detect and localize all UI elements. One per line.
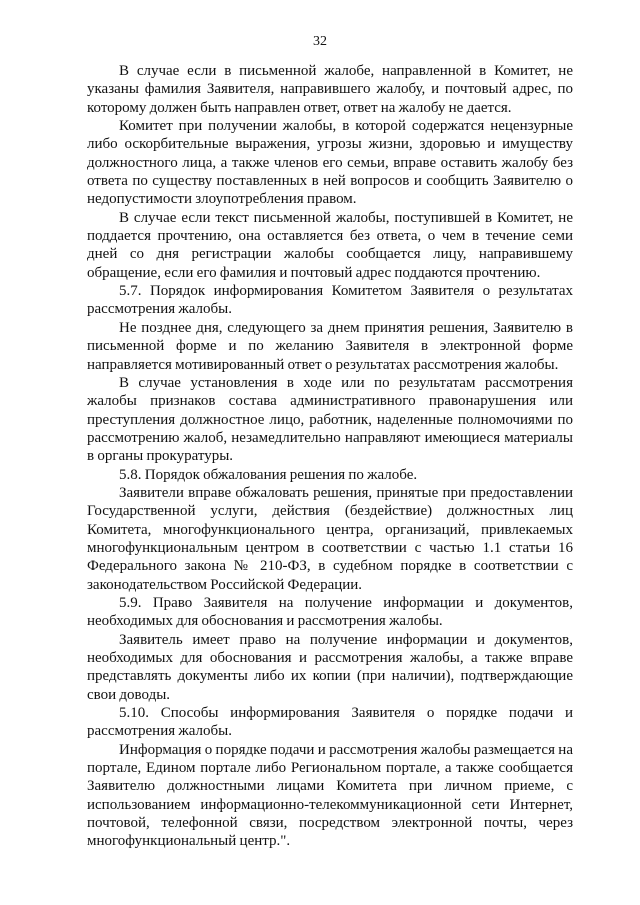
document-body: [87, 62, 573, 851]
section-heading-5-8: 5.8. Порядок обжалования решения по жалобе.: [119, 466, 418, 483]
section-heading-5-10: 5.10. Способы информирования Заявителя о порядке подачи и рассмотрения жалобы.: [87, 705, 573, 740]
paragraph-no-surname-complaint: В случае если в письменной жалобе, направленной в Комитет, не указаны фамилия Заявителя, направившего жалобу, и почтовый адрес, по которому должен быть направлен ответ, ответ на жалобу не дается.: [87, 63, 573, 116]
section-heading-5-9: 5.9. Право Заявителя на получение информации и документов, необходимых для обоснования и рассмотрения жалобы.: [87, 594, 573, 630]
paragraph-judicial-appeal: Заявители вправе обжаловать решения, принятые при предоставлении Государственной услуги, действия (бездействие) должностных лиц Комитета, многофункционального центра, организаций, привлекаемых многофункциональным центром в соответствии с частью 1.1 статьи 16 Федерального закона № 210-ФЗ, в судебном порядке в соответствии с законодательством Российской Федерации.: [87, 484, 573, 593]
page-number: 32: [313, 34, 327, 49]
paragraph-prosecutor-referral: В случае установления в ходе или по результатам рассмотрения жалобы признаков состава административного правонарушения или преступления должностное лицо, работник, наделенные полномочиями по рассмотрению жалоб, незамедлительно направляют имеющиеся материалы в органы прокуратуры.: [87, 374, 573, 465]
paragraph-offensive-complaint: Комитет при получении жалобы, в которой содержатся нецензурные либо оскорбительные выражения, угрозы жизни, здоровью и имуществу должностного лица, а также членов его семьи, вправе оставить жалобу без ответа по существу поставленных в ней вопросов и сообщить Заявителю о недопустимости злоупотребления правом.: [87, 118, 573, 208]
paragraph-information-channels: Информация о порядке подачи и рассмотрения жалобы размещается на портале, Едином портале либо Региональном портале, а также сообщается Заявителю должностными лицами Комитета при личном приеме, с использованием информационно-телекоммуникационной сети Интернет, почтовой, телефонной связи, посредством электронной почты, через многофункциональный центр.".: [87, 741, 573, 850]
paragraph-right-to-information: Заявитель имеет право на получение информации и документов, необходимых для обоснования и рассмотрения жалобы, а также вправе представлять документы либо их копии (при наличии), подтверждающие свои доводы.: [87, 631, 573, 703]
paragraph-unreadable-complaint: В случае если текст письменной жалобы, поступившей в Комитет, не поддается прочтению, она оставляется без ответа, о чем в течение семи дней со дня регистрации жалобы сообщается лицу, направившему обращение, если его фамилия и почтовый адрес поддаются прочтению.: [87, 209, 573, 281]
paragraph-response-deadline: Не позднее дня, следующего за днем принятия решения, Заявителю в письменной форме и по желанию Заявителя в электронной форме направляется мотивированный ответ о результатах рассмотрения жалобы.: [87, 319, 573, 373]
section-heading-5-7: 5.7. Порядок информирования Комитетом Заявителя о результатах рассмотрения жалобы.: [87, 283, 573, 318]
